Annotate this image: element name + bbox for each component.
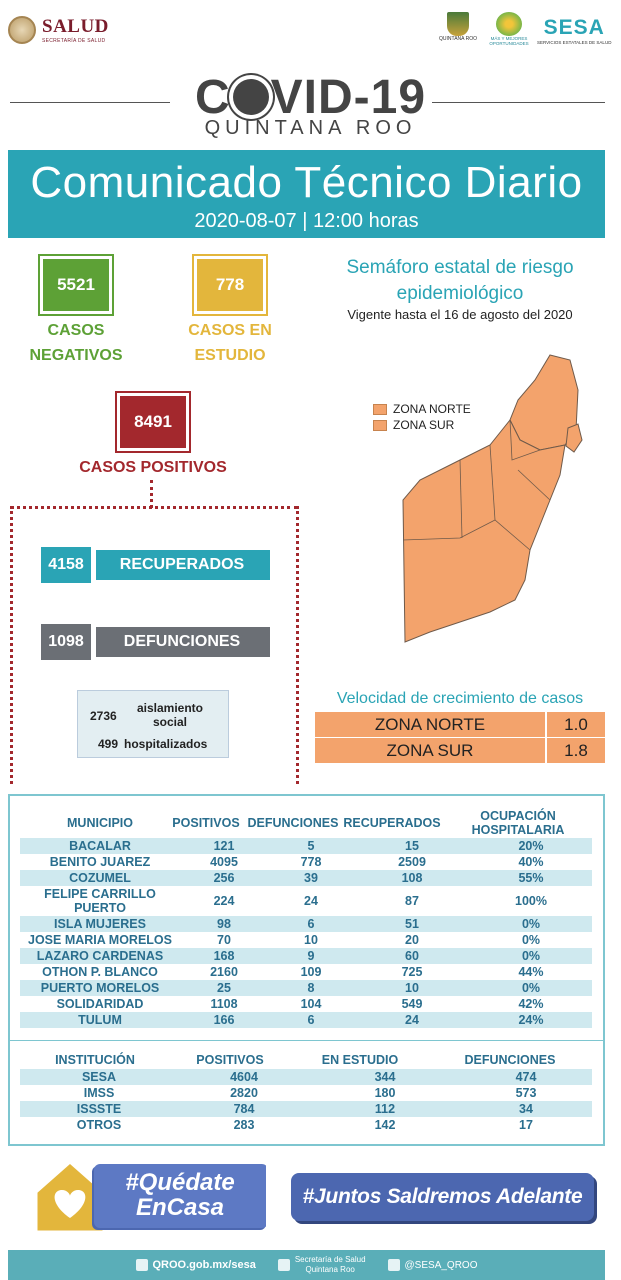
col-defunciones: DEFUNCIONES	[247, 816, 339, 830]
table-row: BACALAR 121 5 15 20%	[20, 838, 592, 854]
table-row: FELIPE CARRILLO PUERTO 224 24 87 100%	[44, 887, 547, 915]
defunciones-value: 1098	[38, 621, 94, 663]
covid-subtitle: QUINTANA ROO	[204, 117, 417, 139]
col-institucion: INSTITUCIÓN	[55, 1053, 135, 1067]
defunciones-label: DEFUNCIONES	[123, 633, 241, 650]
qroo-icon	[136, 1259, 148, 1271]
zona-norte-swatch	[373, 404, 387, 415]
table-row: SESA 4604 344 474	[20, 1069, 592, 1085]
col-inst-defunciones: DEFUNCIONES	[464, 1053, 556, 1067]
velocidad-title: Velocidad de crecimiento de casos	[336, 690, 584, 707]
footer-twitter[interactable]: @SESA_QROO	[388, 1259, 478, 1271]
col-municipio: MUNICIPIO	[67, 816, 133, 830]
positivos-value: 8491	[117, 393, 189, 451]
positivos-label: CASOS POSITIVOS	[79, 459, 227, 476]
col-en-estudio: EN ESTUDIO	[321, 1053, 399, 1067]
mas-oportunidades-logo: MÁS Y MEJORES OPORTUNIDADES	[489, 12, 529, 46]
covid-title: C VID-19	[194, 71, 427, 124]
table-row: ISSSTE 784 112 34	[20, 1101, 592, 1117]
map-zona-sur	[403, 420, 565, 642]
salud-subtitle: SECRETARÍA DE SALUD	[42, 38, 106, 44]
connector	[10, 506, 298, 509]
shield-icon	[447, 12, 469, 36]
table-row: OTROS 283 142 17	[76, 1118, 533, 1132]
zona-sur-swatch	[373, 420, 387, 431]
negativos-value: 5521	[40, 256, 112, 314]
connector	[296, 506, 299, 784]
estudio-value: 778	[194, 256, 266, 314]
map-cozumel	[566, 424, 582, 452]
quintana-roo-logo: QUINTANA ROO	[437, 12, 479, 42]
defunciones-bar	[40, 627, 270, 657]
virus-icon	[233, 79, 269, 115]
velocidad-row-sur: ZONA SUR 1.8	[315, 738, 605, 763]
tree-icon	[496, 12, 522, 36]
recuperados-value: 4158	[38, 544, 94, 586]
semaforo-subtitle: Vigente hasta el 16 de agosto del 2020	[347, 307, 573, 322]
col-positivos: POSITIVOS	[172, 816, 240, 830]
table-row: LAZARO CARDENAS 168 9 60 0%	[20, 948, 592, 964]
col-ocupacion: OCUPACIÓN HOSPITALARIA	[471, 809, 565, 837]
connector	[10, 506, 13, 784]
coat-of-arms-icon	[8, 16, 36, 44]
table-separator	[8, 1040, 605, 1041]
facebook-icon	[278, 1259, 290, 1271]
table-row: TULUM 166 6 24 24%	[20, 1012, 592, 1028]
connector	[150, 480, 153, 508]
sesa-logo: SESA SERVICIOS ESTATALES DE SALUD	[537, 16, 612, 45]
juntos-saldremos-button[interactable]: #Juntos Saldremos Adelante	[291, 1173, 594, 1221]
table-row: PUERTO MORELOS 25 8 10 0%	[20, 980, 592, 996]
table-row: BENITO JUAREZ 4095 778 2509 40%	[49, 855, 544, 869]
footer-facebook[interactable]: Secretaría de Salud Quintana Roo	[278, 1255, 366, 1275]
footer-web[interactable]: QROO.gob.mx/sesa	[136, 1259, 256, 1271]
negativos-label: CASOS NEGATIVOS	[29, 322, 123, 364]
banner	[8, 150, 605, 238]
twitter-icon	[388, 1259, 400, 1271]
banner-date: 2020-08-07 | 12:00 horas	[194, 210, 419, 232]
banner-title: Comunicado Técnico Diario	[30, 158, 583, 207]
map-legend: ZONA NORTE ZONA SUR	[373, 402, 471, 432]
velocidad-table	[315, 712, 605, 764]
table-row: SOLIDARIDAD 1108 104 549 42%	[56, 997, 544, 1011]
estudio-label: CASOS EN ESTUDIO	[188, 322, 272, 364]
velocidad-row-norte: ZONA NORTE 1.0	[315, 712, 605, 737]
table-row: OTHON P. BLANCO 2160 109 725 44%	[42, 965, 544, 979]
table-row: COZUMEL 256 39 108 55%	[20, 870, 592, 886]
quintana-roo-map	[400, 350, 590, 645]
table-row: IMSS 2820 180 573	[83, 1086, 537, 1100]
col-recuperados: RECUPERADOS	[343, 816, 441, 830]
table-row: ISLA MUJERES 98 6 51 0%	[20, 916, 592, 932]
col-inst-positivos: POSITIVOS	[196, 1053, 264, 1067]
semaforo-title: Semáforo estatal de riesgo epidemiológico	[346, 257, 574, 304]
salud-title: SALUD	[42, 16, 109, 37]
salud-logo	[8, 16, 109, 44]
quedate-label: #Quédate EnCasa	[125, 1169, 235, 1221]
footer-bar	[8, 1250, 605, 1280]
recuperados-label: RECUPERADOS	[119, 556, 245, 573]
hospital-card: 2736 aislamiento social 499 hospitalizados	[77, 690, 229, 758]
table-row: JOSE MARIA MORELOS 70 10 20 0%	[28, 933, 541, 947]
recuperados-bar	[40, 550, 270, 580]
